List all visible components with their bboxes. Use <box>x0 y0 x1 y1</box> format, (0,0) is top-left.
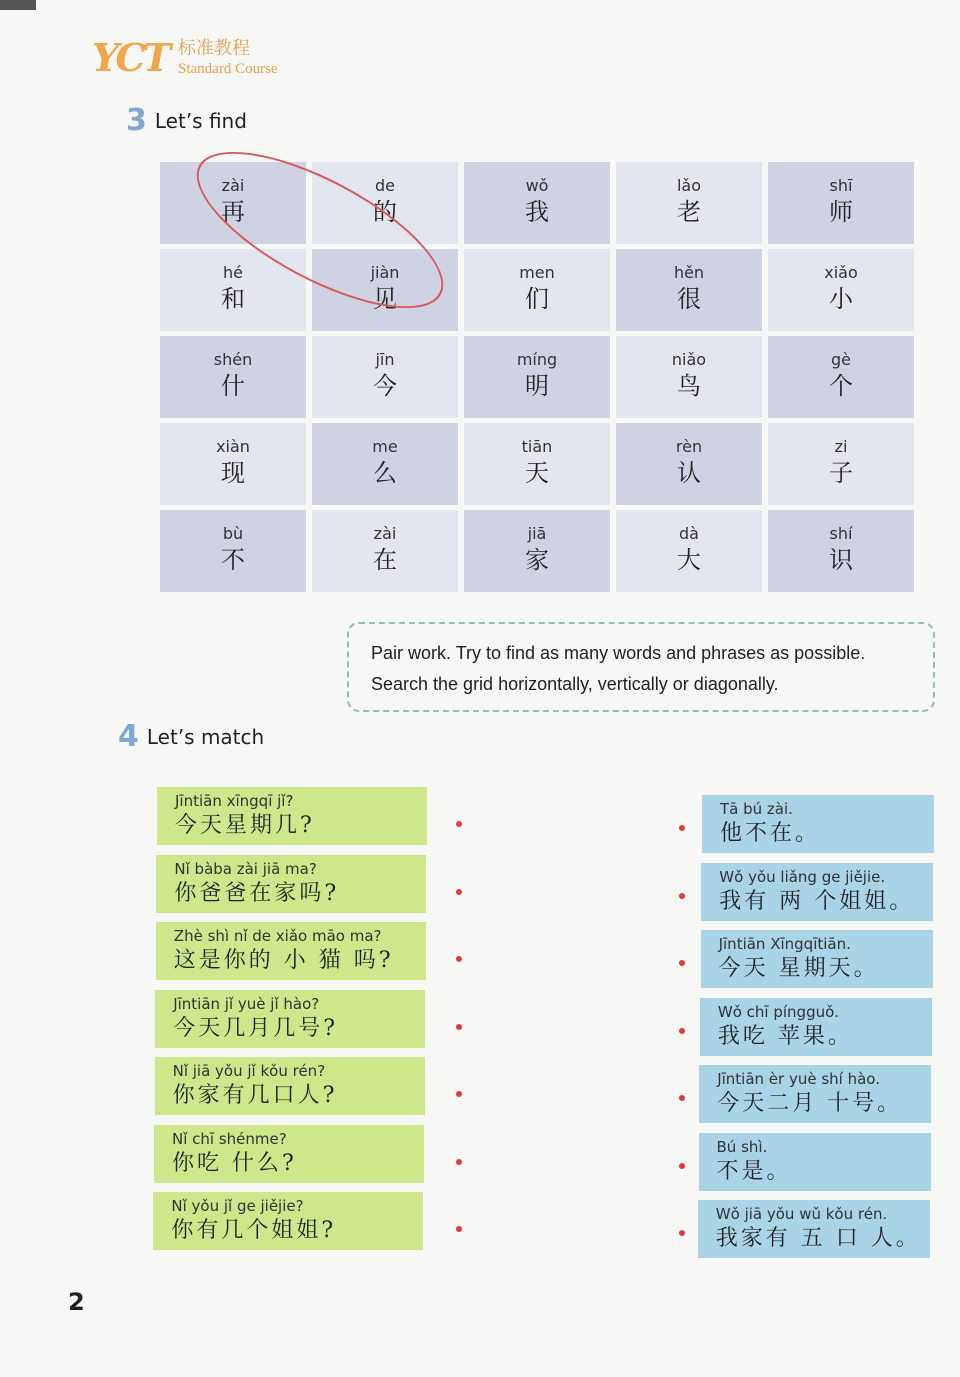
grid-cell-pinyin: jīn <box>375 350 395 369</box>
grid-cell <box>616 510 762 592</box>
section-number: 3 <box>126 103 147 138</box>
answer-pinyin: Wǒ jiā yǒu wǔ kǒu rén. <box>715 1205 888 1223</box>
grid-cell <box>464 336 610 418</box>
question-chinese: 你有几个姐姐? <box>171 1218 337 1243</box>
grid-cell-pinyin: bù <box>222 524 244 543</box>
answer-match-dot[interactable] <box>679 1163 685 1169</box>
question-card <box>155 990 425 1048</box>
grid-cell <box>464 510 610 592</box>
grid-cell-character: 我 <box>525 198 549 226</box>
brand-chinese-title: 标准教程 <box>178 38 250 59</box>
grid-cell-pinyin: wǒ <box>525 176 549 195</box>
answer-chinese: 不是。 <box>716 1158 792 1184</box>
grid-cell <box>312 162 458 244</box>
answer-chinese: 我吃 苹果。 <box>717 1023 853 1049</box>
grid-cell-pinyin: hěn <box>673 263 705 282</box>
answer-pinyin: Wǒ yǒu liǎng ge jiějie. <box>719 867 886 886</box>
section-3-heading <box>126 103 247 138</box>
answer-card <box>702 795 934 853</box>
answer-chinese: 今天 星期天。 <box>718 956 879 981</box>
grid-cell-character: 不 <box>221 546 245 574</box>
section-title: Let’s find <box>154 109 247 133</box>
grid-cell-pinyin: jiàn <box>370 263 400 282</box>
section-number: 4 <box>118 719 139 754</box>
grid-cell <box>768 162 914 244</box>
answer-card <box>701 863 933 921</box>
grid-cell-character: 子 <box>829 459 853 487</box>
grid-cell-pinyin: shí <box>829 524 853 543</box>
question-match-dot[interactable] <box>456 1024 462 1030</box>
answer-match-dot[interactable] <box>679 1028 685 1034</box>
grid-cell-character: 的 <box>373 198 397 226</box>
question-chinese: 你吃 什么? <box>172 1150 297 1176</box>
grid-cell-character: 现 <box>221 459 245 487</box>
question-card <box>156 855 426 913</box>
answer-pinyin: Jīntiān èr yuè shí hào. <box>717 1070 880 1088</box>
grid-cell-pinyin: zi <box>834 437 848 456</box>
grid-cell <box>160 249 306 331</box>
grid-cell-character: 老 <box>677 198 701 226</box>
grid-cell-pinyin: zài <box>373 524 397 543</box>
question-chinese: 你爸爸在家吗? <box>174 880 340 906</box>
grid-cell-pinyin: niǎo <box>671 350 707 369</box>
answer-card <box>699 1065 931 1123</box>
question-pinyin: Nǐ chī shénme? <box>172 1129 287 1148</box>
grid-cell-character: 很 <box>677 285 701 313</box>
answer-card <box>699 1133 931 1191</box>
grid-cell-character: 识 <box>829 546 853 574</box>
grid-cell <box>160 336 306 418</box>
grid-cell <box>160 510 306 592</box>
grid-cell <box>768 249 914 331</box>
question-match-dot[interactable] <box>456 1226 462 1232</box>
question-pinyin: Jīntiān xīngqī jǐ? <box>175 792 294 810</box>
grid-cell <box>312 336 458 418</box>
question-match-dot[interactable] <box>456 821 462 827</box>
grid-cell-pinyin: lǎo <box>676 176 702 195</box>
page-number: 2 <box>68 1288 85 1316</box>
question-card <box>153 1192 423 1250</box>
grid-cell <box>312 249 458 331</box>
grid-cell-character: 明 <box>525 372 549 400</box>
grid-cell <box>616 249 762 331</box>
grid-cell-character: 么 <box>373 459 397 487</box>
question-chinese: 今天几月几号? <box>173 1015 338 1041</box>
grid-cell <box>768 336 914 418</box>
grid-cell-character: 天 <box>525 459 549 487</box>
question-card <box>154 1125 424 1183</box>
answer-match-dot[interactable] <box>679 825 685 831</box>
grid-cell-character: 们 <box>525 285 549 313</box>
grid-cell-character: 什 <box>221 372 245 400</box>
question-card <box>155 1057 425 1115</box>
grid-cell-pinyin: rèn <box>675 437 703 456</box>
question-pinyin: Nǐ yǒu jǐ ge jiějie? <box>171 1197 304 1215</box>
section-4-heading <box>118 719 265 754</box>
answer-match-dot[interactable] <box>679 960 685 966</box>
grid-cell-pinyin: dà <box>679 524 699 543</box>
grid-cell-pinyin: men <box>519 263 555 282</box>
grid-cell <box>464 162 610 244</box>
grid-cell <box>616 336 762 418</box>
word-search-grid <box>160 162 912 598</box>
grid-cell <box>312 423 458 505</box>
question-pinyin: Nǐ jiā yǒu jǐ kǒu rén? <box>172 1062 326 1080</box>
instruction-line-2: Search the grid horizontally, vertically or diagonally. <box>371 674 779 694</box>
question-match-dot[interactable] <box>456 1159 462 1165</box>
instruction-note <box>347 622 935 712</box>
grid-cell-pinyin: me <box>372 437 398 456</box>
question-card <box>156 922 426 980</box>
grid-cell-character: 和 <box>221 285 245 313</box>
grid-cell-character: 家 <box>525 546 549 574</box>
grid-cell-character: 大 <box>677 546 701 574</box>
grid-cell-pinyin: gè <box>831 350 851 369</box>
grid-cell-character: 个 <box>829 372 853 400</box>
grid-cell <box>464 249 610 331</box>
question-card <box>157 787 427 845</box>
answer-pinyin: Wǒ chī píngguǒ. <box>717 1002 840 1021</box>
grid-cell-character: 师 <box>829 198 853 226</box>
grid-cell-pinyin: shén <box>213 350 253 369</box>
instruction-line-1: Pair work. Try to find as many words and phrases as possible. <box>371 643 866 663</box>
grid-cell-pinyin: míng <box>516 350 558 369</box>
grid-cell <box>312 510 458 592</box>
grid-cell-pinyin: hé <box>223 263 243 282</box>
question-match-dot[interactable] <box>456 956 462 962</box>
grid-cell-pinyin: tiān <box>521 437 553 456</box>
question-match-dot[interactable] <box>456 889 462 895</box>
grid-cell-pinyin: de <box>375 176 395 195</box>
question-match-dot[interactable] <box>456 1091 462 1097</box>
grid-cell-pinyin: xiǎo <box>824 263 858 282</box>
grid-cell <box>160 423 306 505</box>
question-pinyin: Jīntiān jǐ yuè jǐ hào? <box>173 994 320 1013</box>
answer-card <box>698 1200 930 1258</box>
grid-cell-character: 再 <box>221 198 245 226</box>
grid-cell-character: 今 <box>373 372 397 400</box>
question-chinese: 今天星期几? <box>175 813 315 838</box>
answer-chinese: 今天二月 十号。 <box>717 1091 903 1116</box>
answer-match-dot[interactable] <box>679 1095 685 1101</box>
brand-logo: YCT <box>92 35 168 80</box>
answer-chinese: 我家有 五 口 人。 <box>715 1226 921 1251</box>
grid-cell-pinyin: xiàn <box>216 437 250 456</box>
question-pinyin: Nǐ bàba zài jiā ma? <box>174 859 317 878</box>
question-chinese: 你家有几口人? <box>172 1083 338 1108</box>
answer-match-dot[interactable] <box>679 1230 685 1236</box>
answer-match-dot[interactable] <box>679 893 685 899</box>
grid-cell <box>616 423 762 505</box>
answer-card <box>700 998 932 1056</box>
grid-cell-pinyin: shī <box>829 176 853 195</box>
grid-cell-character: 鸟 <box>677 372 701 400</box>
grid-cell-character: 见 <box>373 285 397 313</box>
grid-cell-pinyin: jiā <box>527 524 547 543</box>
grid-cell <box>616 162 762 244</box>
grid-cell <box>768 423 914 505</box>
grid-cell-character: 在 <box>373 546 397 574</box>
section-title: Let’s match <box>146 725 265 749</box>
answer-card <box>701 930 933 988</box>
grid-cell <box>160 162 306 244</box>
answer-pinyin: Bú shì. <box>716 1137 768 1156</box>
grid-cell-pinyin: zài <box>221 176 245 195</box>
grid-cell-character: 小 <box>829 285 853 313</box>
grid-cell-character: 认 <box>677 459 701 487</box>
answer-chinese: 他不在。 <box>720 821 821 846</box>
answer-chinese: 我有 两 个姐姐。 <box>719 888 915 914</box>
question-chinese: 这是你的 小 猫 吗? <box>173 948 394 973</box>
grid-cell <box>464 423 610 505</box>
question-pinyin: Zhè shì nǐ de xiǎo māo ma? <box>173 927 382 945</box>
page-corner-mark <box>0 0 36 10</box>
answer-pinyin: Tā bú zài. <box>720 800 793 818</box>
grid-cell <box>768 510 914 592</box>
brand-english-title: Standard Course <box>178 61 278 77</box>
answer-pinyin: Jīntiān Xīngqītiān. <box>718 935 851 953</box>
